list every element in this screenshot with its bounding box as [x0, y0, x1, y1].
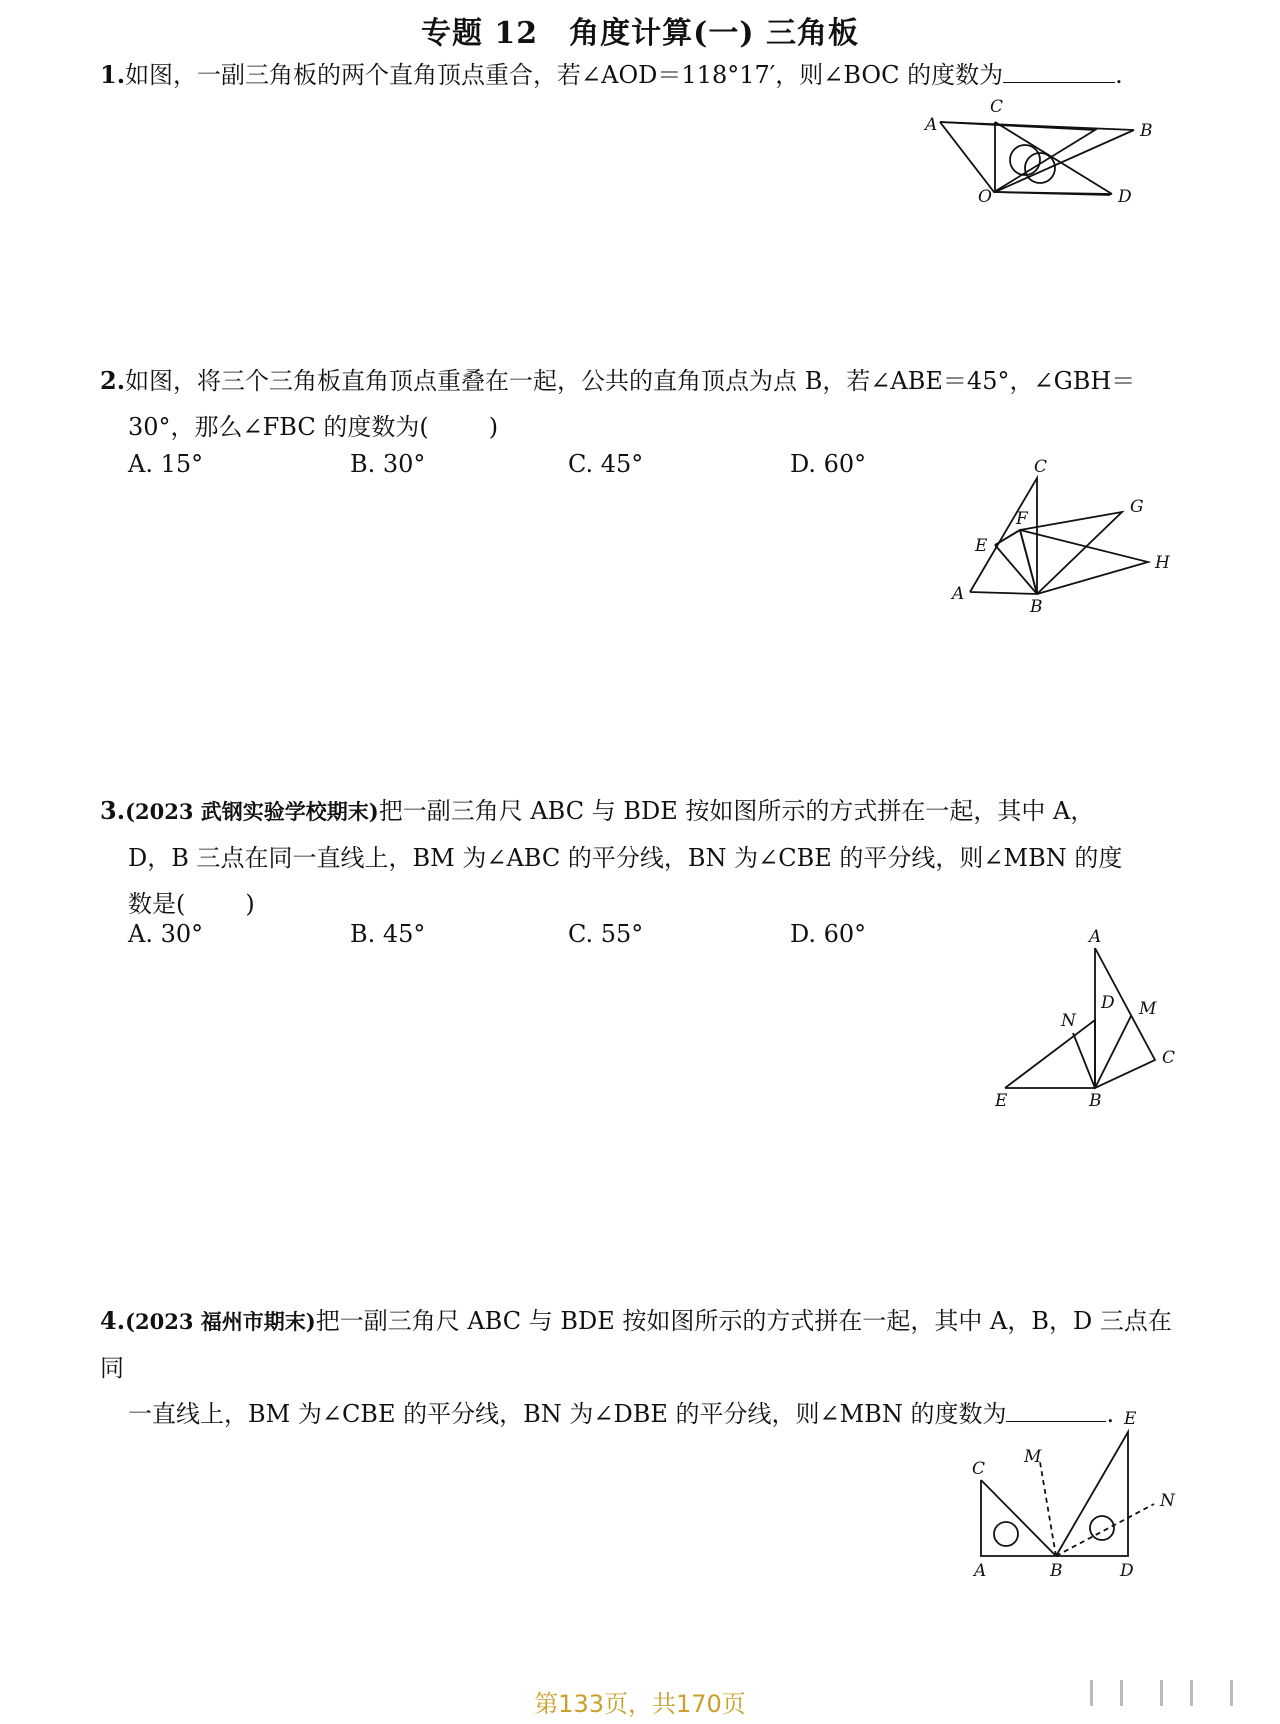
- fig4-circle-2: [1090, 1516, 1114, 1540]
- question-number: 4.: [100, 1306, 126, 1335]
- fig3-label-B: B: [1089, 1091, 1102, 1111]
- question-text-line-2: 一直线上，BM 为∠CBE 的平分线，BN 为∠DBE 的平分线，则∠MBN 的度数为: [128, 1400, 1007, 1428]
- fig1-label-D: D: [1118, 187, 1132, 207]
- fig2-line-EF: [995, 530, 1020, 545]
- fig4-label-M: M: [1024, 1447, 1042, 1467]
- question-number: 2.: [100, 366, 126, 395]
- fig1-label-C: C: [990, 97, 1004, 117]
- fig4-label-B: B: [1050, 1561, 1063, 1581]
- fig3-label-M: M: [1139, 999, 1157, 1019]
- figure-q1: [925, 97, 1180, 230]
- figure-q2: [940, 450, 1170, 620]
- option-a[interactable]: A. 15°: [128, 450, 204, 478]
- fig3-label-A: A: [1089, 927, 1102, 947]
- fig4-label-E: E: [1124, 1409, 1137, 1429]
- figure-q3: [985, 927, 1185, 1120]
- fig2-label-A: A: [952, 584, 965, 604]
- fig2-triangle-FBH: [1020, 530, 1148, 594]
- fig3-line-BN: [1073, 1033, 1095, 1088]
- fig4-label-C: C: [972, 1459, 986, 1479]
- fig2-label-H: H: [1155, 553, 1170, 573]
- fig3-label-D: D: [1101, 993, 1115, 1013]
- fig3-label-C: C: [1162, 1048, 1176, 1068]
- question-end: .: [1115, 61, 1123, 89]
- fig1-label-O: O: [978, 187, 992, 207]
- fig3-label-E: E: [995, 1091, 1008, 1111]
- question-number: 3.: [100, 796, 126, 825]
- option-b[interactable]: B. 45°: [350, 920, 426, 948]
- fig1-line-AB: [940, 122, 1134, 130]
- page-title: 专题 12 角度计算(一) 三角板: [420, 16, 860, 51]
- fig1-label-A: A: [925, 115, 938, 135]
- fig2-label-G: G: [1130, 497, 1144, 517]
- option-c[interactable]: C. 45°: [568, 450, 644, 478]
- fig2-label-F: F: [1016, 509, 1028, 529]
- fig4-label-N: N: [1160, 1491, 1175, 1511]
- fig1-line-OD: [995, 192, 1112, 194]
- page-counter: 第133页，共170页: [534, 1690, 746, 1718]
- viewer-scrollbar-marks: [1080, 1672, 1270, 1712]
- question-2: 2.如图，将三个三角板直角顶点重叠在一起，公共的直角顶点为点 B，若∠ABE＝45°，∠GBH＝ 30°，那么∠FBC 的度数为( ): [100, 366, 1136, 441]
- fig4-label-D: D: [1120, 1561, 1134, 1581]
- option-d[interactable]: D. 60°: [790, 450, 867, 478]
- question-number: 1.: [100, 60, 126, 89]
- figure-q4: [960, 1410, 1180, 1580]
- question-3: 3.(2023 武钢实验学校期末)把一副三角尺 ABC 与 BDE 按如图所示的方式拼在一起，其中 A， D，B 三点在同一直线上，BM 为∠ABC 的平分线，BN 为∠CBE 的平分线，则∠MBN 的度 数是( ): [100, 788, 1180, 927]
- option-a[interactable]: A. 30°: [128, 920, 204, 948]
- question-text-line-3: 数是(: [128, 890, 186, 918]
- fig2-label-E: E: [975, 536, 988, 556]
- question-text-line-1: 把一副三角尺 ABC 与 BDE 按如图所示的方式拼在一起，其中 A，: [378, 797, 1095, 825]
- option-d[interactable]: D. 60°: [790, 920, 867, 948]
- question-text: 如图，一副三角板的两个直角顶点重合，若∠AOD＝118°17′，则∠BOC 的度数为: [125, 61, 1004, 89]
- question-text-line-2: 30°，那么∠FBC 的度数为(: [128, 413, 429, 441]
- option-c[interactable]: C. 55°: [568, 920, 644, 948]
- question-text-line-1: 如图，将三个三角板直角顶点重叠在一起，公共的直角顶点为点 B，若∠ABE＝45°，∠GBH＝: [125, 367, 1136, 395]
- fig3-line-BM: [1095, 1016, 1131, 1088]
- question-source: (2023 武钢实验学校期末): [125, 799, 379, 824]
- fig3-label-N: N: [1061, 1011, 1076, 1031]
- fig4-circle-1: [994, 1522, 1018, 1546]
- question-text-line-1: 把一副三角尺 ABC 与 BDE 按如图所示的方式拼在一起，其中 A，B，D 三点在同: [100, 1307, 1172, 1382]
- fig2-label-B: B: [1030, 597, 1043, 617]
- question-source: (2023 福州市期末): [125, 1309, 316, 1334]
- question-text-line-2: D，B 三点在同一直线上，BM 为∠ABC 的平分线，BN 为∠CBE 的平分线，则∠MBN 的度: [128, 844, 1123, 872]
- fig4-label-A: A: [974, 1561, 987, 1581]
- fig1-label-B: B: [1140, 121, 1153, 141]
- fig2-label-C: C: [1034, 457, 1048, 477]
- question-1: [100, 52, 1180, 98]
- question-4: 4.(2023 福州市期末)把一副三角尺 ABC 与 BDE 按如图所示的方式拼在一起，其中 A，B，D 三点在同 一直线上，BM 为∠CBE 的平分线，BN 为∠DBE 的平分线，则∠MBN 的度数为 .: [100, 1306, 1172, 1428]
- option-b[interactable]: B. 30°: [350, 450, 426, 478]
- answer-blank: [1003, 62, 1115, 83]
- fig1-line-OB: [995, 130, 1134, 192]
- fig2-triangle-FBG: [1020, 512, 1122, 594]
